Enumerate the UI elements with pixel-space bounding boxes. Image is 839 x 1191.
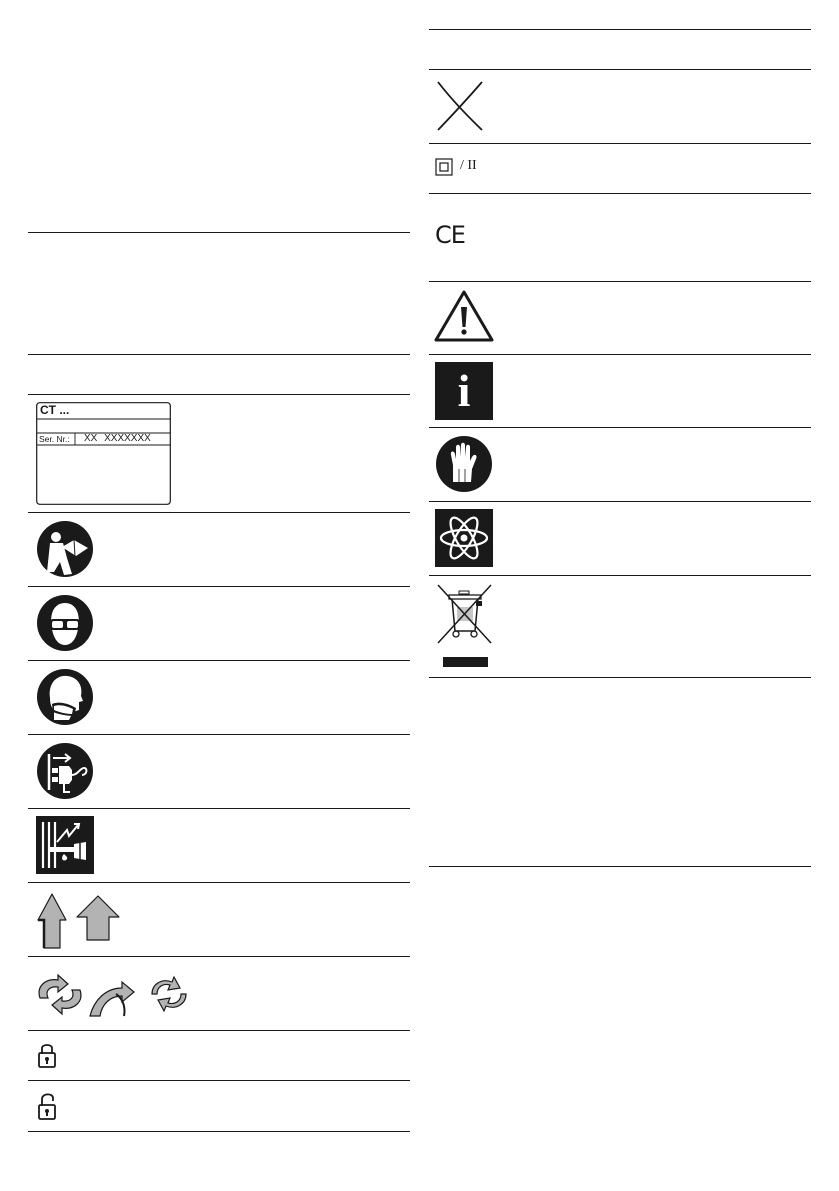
rule [429,281,811,282]
rule [429,354,811,355]
rule [28,956,410,957]
nameplate-model: CT ... [40,403,70,417]
rule [429,677,811,678]
radiation-icon [435,509,493,567]
ce-mark-text: CE [435,221,465,249]
rule [28,808,410,809]
protective-gloves-icon [435,435,493,493]
respiratory-protection-icon [36,668,94,726]
info-icon [435,362,493,420]
eye-protection-icon [36,594,94,652]
rule [429,29,811,30]
rule [429,69,811,70]
rule [429,501,811,502]
rule [429,575,811,576]
unplug-before-service-icon [36,742,94,800]
rule [28,882,410,883]
weee-crossed-bin-icon [435,583,495,669]
rule [28,586,410,587]
lock-open-icon [38,1091,58,1121]
rule [28,660,410,661]
protection-class-text: / II [460,158,477,173]
nameplate-icon [36,402,171,505]
rule [28,232,410,233]
rule [28,394,410,395]
info-letter: i [457,365,471,416]
rule [28,734,410,735]
serial-label: Ser. Nr.: [39,434,70,444]
rule [429,427,811,428]
serial-value: XX XXXXXXX [84,433,151,444]
rule [429,193,811,194]
read-manual-icon [36,520,94,578]
ce-mark-icon [435,221,469,252]
hidden-wiring-hazard-icon [36,816,94,874]
rule [28,1080,410,1081]
protection-class-ii-icon [435,158,495,178]
rule [28,1131,410,1132]
rule [429,866,811,867]
warning-triangle-icon [433,289,495,343]
lock-closed-icon [38,1041,56,1069]
direction-arrows-icon [34,890,120,950]
rule [28,354,410,355]
rotation-arrows-icon [34,972,190,1018]
rule [28,512,410,513]
x-cross-icon [435,80,485,132]
rule [28,1030,410,1031]
rule [429,143,811,144]
